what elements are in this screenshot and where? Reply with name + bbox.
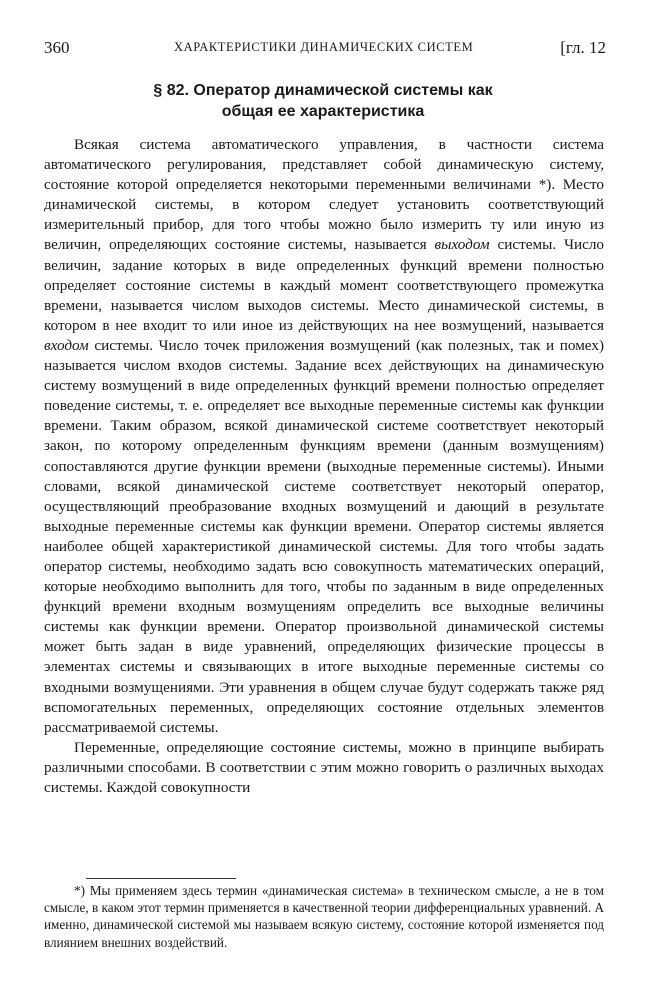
footnote-divider bbox=[86, 878, 236, 879]
chapter-reference: [гл. 12 bbox=[560, 38, 606, 57]
running-head bbox=[44, 38, 606, 60]
term-input: входом bbox=[44, 336, 89, 354]
paragraph-1 bbox=[44, 135, 604, 738]
section-heading-line-1: § 82. Оператор динамической системы как bbox=[153, 82, 493, 99]
paragraph-1-part-3: системы. Число точек приложения возмущений (как полезных, так и помех) называется числом входов системы. Задание всех действующих на динамическую систему возмущений в виде определенных функций времени полностью определяет поведение системы, т. е. определяет все выходные переменные системы как функции времени. Таким образом, всякой динамической системе соответствует некоторый закон, по которому определенным функциям времени (данным возмущениям) сопоставляются другие функции времени (выходные переменные системы). Иными словами, всякой динамической системе соответствует некоторый оператор, осуществляющий преобразование входных возмущений и дающий в результате выходные переменные системы как функции времени. Оператор системы является наиболее общей характеристикой динамической системы. Для того чтобы задать оператор системы, необходимо задать всю совокупность математических операций, которые необходимо выполнить для того, чтобы по заданным в виде определенных функций времени входным возмущениям определить все выходные величины системы как функции времени. Оператор произвольной динамической системы может быть задан в виде уравнений, определяющих физические процессы в элементах системы и связывающих в итоге выходные переменные системы со входными возмущениями. Эти уравнения в общем случае будут содержать также ряд вспомогательных переменных, определяющих состояние отдельных элементов рассматриваемой системы. bbox=[44, 336, 604, 736]
footnote: *) Мы применяем здесь термин «динамическая система» в техническом смысле, а не в том смысле, в каком этот термин применяется в качественной теории дифференциальных уравнений. А именно, динамической системой мы называем всякую систему, состояние которой изменяется под влиянием внешних воздействий. bbox=[44, 883, 604, 950]
body-text bbox=[44, 135, 604, 798]
page-number: 360 bbox=[44, 38, 70, 57]
section-heading-line-2: общая ее характеристика bbox=[221, 103, 425, 120]
term-output: выходом bbox=[434, 236, 490, 254]
section-heading bbox=[60, 80, 586, 122]
paragraph-1-part-2: системы. Число величин, задание которых в виде определенных функций времени полностью определяет состояние системы в каждый момент соответствующего промежутка времени, называется числом выходов системы. Место динамической системы, в котором в нее входит то или иное из действующих на нее возмущений, называется bbox=[44, 236, 604, 334]
paragraph-2: Переменные, определяющие состояние системы, можно в принципе выбирать различными способами. В соответствии с этим можно говорить о различных выходах системы. Каждой совокупности bbox=[44, 738, 604, 796]
running-head-title: ХАРАКТЕРИСТИКИ ДИНАМИЧЕСКИХ СИСТЕМ bbox=[174, 40, 474, 54]
paragraph-1-part-1: Всякая система автоматического управления, в частности система автоматического регулирования, представляет собой динамическую систему, состояние которой определяется некоторыми переменными величинами *). Место динамической системы, в котором следует установить соответствующий измерительный прибор, для того чтобы можно было измерить ту или иную из величин, определяющих состояние системы, называется bbox=[44, 136, 604, 254]
